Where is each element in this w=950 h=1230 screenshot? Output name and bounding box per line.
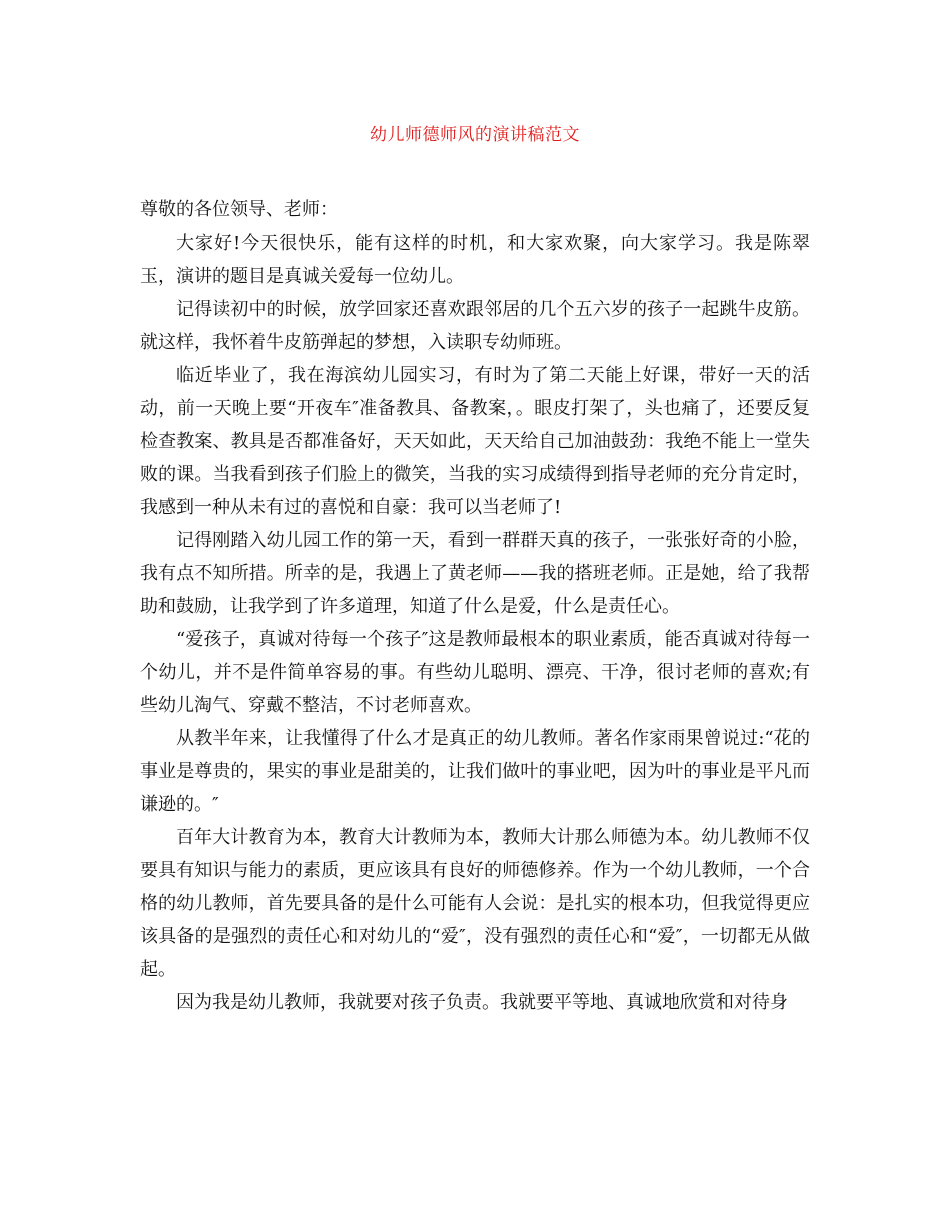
salutation: 尊敬的各位领导、老师： xyxy=(140,199,338,220)
paragraph-4: 记得刚踏入幼儿园工作的第一天，看到一群群天真的孩子，一张张好奇的小脸，我有点不知所措。所幸的是，我遇上了黄老师——我的搭班老师。正是她，给了我帮助和鼓励，让我学到了许多道理，知道了什么是爱，什么是责任心。 xyxy=(140,530,810,617)
paragraph-5: “爱孩子，真诚对待每一个孩子″这是教师最根本的职业素质，能否真诚对待每一个幼儿，并不是件简单容易的事。有些幼儿聪明、漂亮、干净，很讨老师的喜欢;有些幼儿淘气、穿戴不整洁，不讨老师喜欢。 xyxy=(140,629,810,716)
paragraph-1: 大家好!今天很快乐，能有这样的时机，和大家欢聚，向大家学习。我是陈翠玉，演讲的题目是真诚关爱每一位幼儿。 xyxy=(140,233,810,287)
document-body xyxy=(140,193,810,1019)
paragraph-6: 从教半年来，让我懂得了什么才是真正的幼儿教师。著名作家雨果曾说过:“花的事业是尊贵的，果实的事业是甜美的，让我们做叶的事业吧，因为叶的事业是平凡而谦逊的。″ xyxy=(140,728,810,815)
document-title: 幼儿师德师风的演讲稿范文 xyxy=(370,125,580,145)
paragraph-3: 临近毕业了，我在海滨幼儿园实习，有时为了第二天能上好课，带好一天的活动，前一天晚上要“开夜车″准备教具、备教案，。眼皮打架了，头也痛了，还要反复检查教案、教具是否都准备好，天天如此，天天给自己加油鼓劲：我绝不能上一堂失败的课。当我看到孩子们脸上的微笑，当我的实习成绩得到指导老师的充分肯定时，我感到一种从未有过的喜悦和自豪：我可以当老师了! xyxy=(140,365,810,518)
paragraph-8: 因为我是幼儿教师，我就要对孩子负责。我就要平等地、真诚地欣赏和对待身 xyxy=(176,992,788,1013)
paragraph-7: 百年大计教育为本，教育大计教师为本，教师大计那么师德为本。幼儿教师不仅要具有知识与能力的素质，更应该具有良好的师德修养。作为一个幼儿教师，一个合格的幼儿教师，首先要具备的是什么可能有人会说：是扎实的根本功，但我觉得更应该具备的是强烈的责任心和对幼儿的“爱″，没有强烈的责任心和“爱″，一切都无从做起。 xyxy=(140,827,810,980)
paragraph-2: 记得读初中的时候，放学回家还喜欢跟邻居的几个五六岁的孩子一起跳牛皮筋。就这样，我怀着牛皮筋弹起的梦想，入读职专幼师班。 xyxy=(140,299,810,353)
